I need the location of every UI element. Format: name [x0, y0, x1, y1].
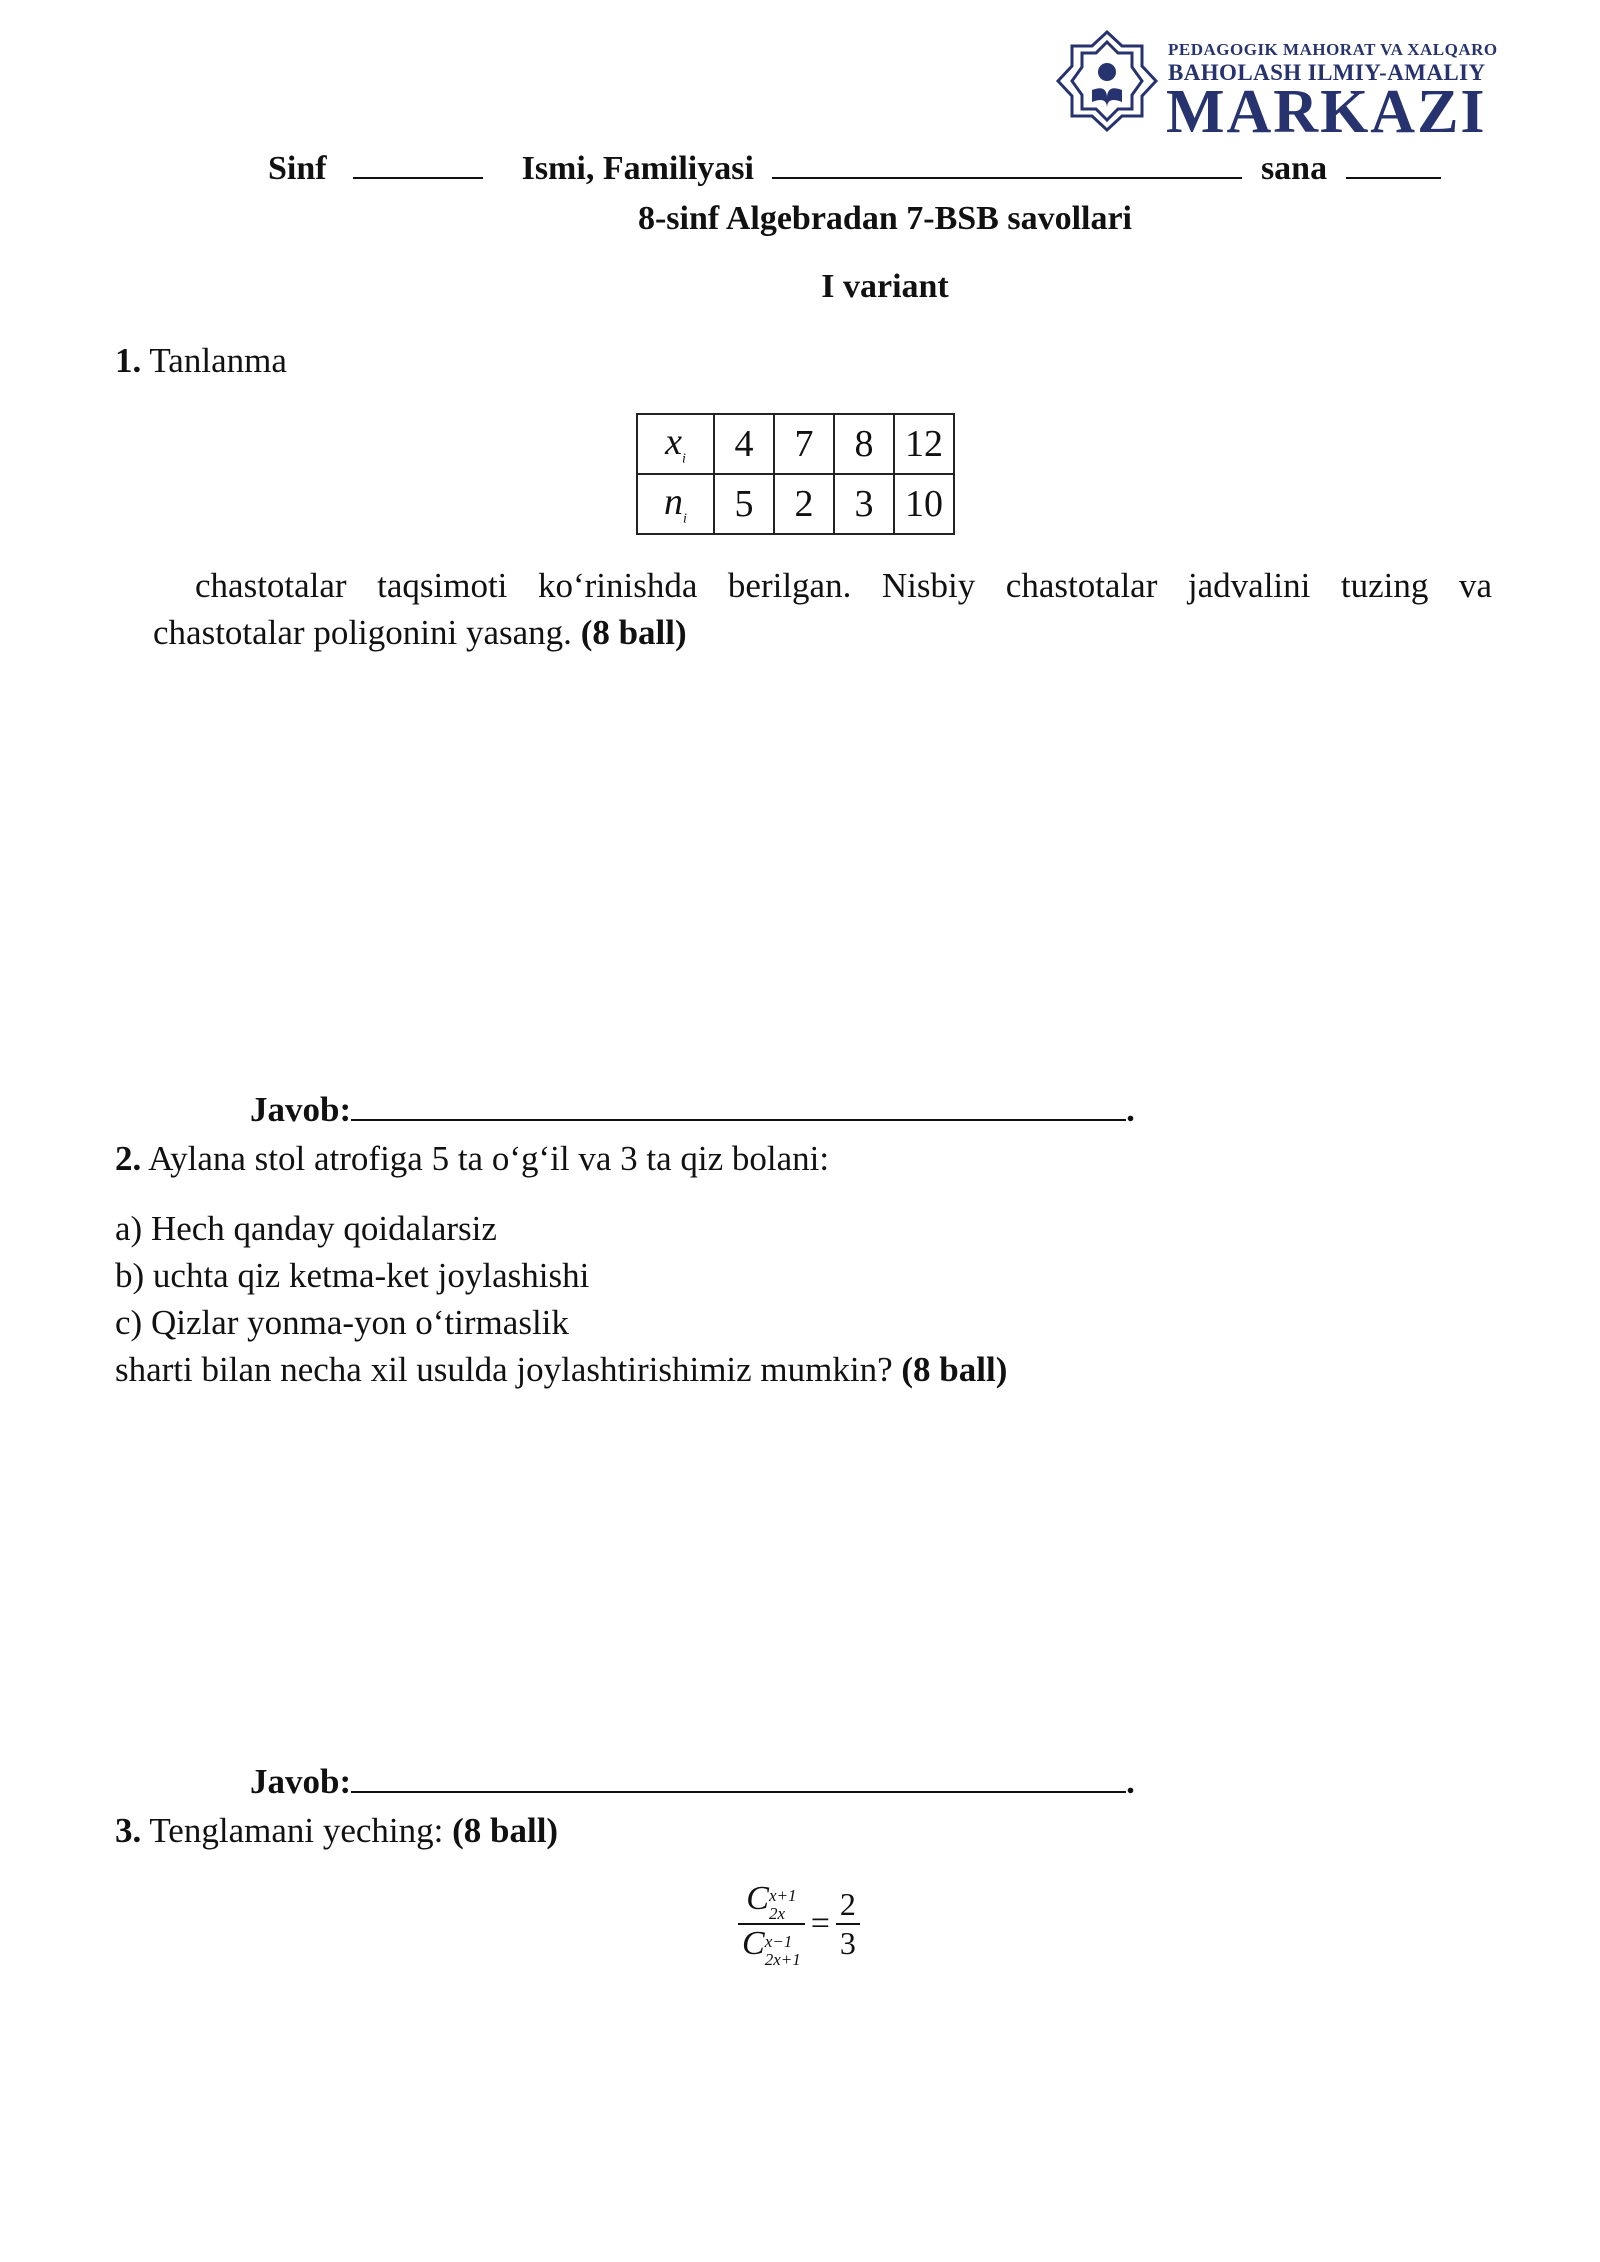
- lhs-fraction: [738, 1880, 805, 1969]
- emblem-icon: [1050, 28, 1165, 143]
- q2-answer: [250, 1762, 1135, 1802]
- n-subscript: i: [683, 511, 687, 527]
- c-symbol: C: [746, 1880, 769, 1917]
- q1-answer: [250, 1090, 1135, 1130]
- x-subscript: i: [681, 451, 686, 467]
- table-cell: 10: [894, 474, 954, 534]
- num-subscript: 2x: [768, 1904, 785, 1924]
- table-cell: 4: [714, 414, 774, 474]
- logo-line-3: MARKAZI: [1166, 78, 1487, 146]
- variant-title: I variant: [821, 268, 949, 305]
- q2-item-a: a) Hech qanday qoidalarsiz: [115, 1209, 497, 1248]
- table-cell: [637, 414, 714, 474]
- frequency-table: [636, 413, 955, 535]
- table-cell: 12: [894, 414, 954, 474]
- den-subscript: 2x+1: [764, 1949, 801, 1969]
- q1-intro: [115, 337, 287, 384]
- num-superscript: x+1: [768, 1886, 797, 1906]
- date-label: sana: [1260, 150, 1328, 187]
- name-blank[interactable]: [772, 176, 1242, 179]
- table-row: [637, 414, 954, 474]
- q2-closing-text: sharti bilan necha xil usulda joylashtirishimiz mumkin?: [115, 1350, 893, 1389]
- q1-text-line2: [153, 609, 687, 656]
- q3-intro-text: Tenglamani yeching:: [149, 1811, 444, 1850]
- q2-intro: [115, 1135, 829, 1182]
- sinf-label: Sinf: [268, 150, 327, 187]
- date-blank[interactable]: [1346, 176, 1441, 179]
- q2-number: 2.: [115, 1139, 142, 1178]
- c-symbol: C: [742, 1925, 765, 1963]
- table-cell: 7: [774, 414, 834, 474]
- answer-blank[interactable]: [351, 1790, 1126, 1793]
- table-cell: 8: [834, 414, 894, 474]
- q3-points: (8 ball): [452, 1811, 559, 1850]
- q2-points: (8 ball): [901, 1350, 1008, 1389]
- logo-line-2: BAHOLASH ILMIY-AMALIY: [1168, 60, 1486, 85]
- student-header: [268, 150, 1441, 188]
- institution-logo: [1050, 28, 1540, 148]
- rhs-numerator: 2: [836, 1886, 860, 1925]
- q3-number: 3.: [115, 1811, 142, 1850]
- q1-text-line1: chastotalar taqsimoti ko‘rinishda berilgan. Nisbiy chastotalar jadvalini tuzing va: [195, 566, 1492, 605]
- q2-item-b: b) uchta qiz ketma-ket joylashishi: [115, 1256, 590, 1295]
- page-title: 8-sinf Algebradan 7-BSB savollari: [637, 200, 1132, 237]
- rhs-fraction: [836, 1886, 860, 1962]
- answer-label: Javob:: [250, 1090, 352, 1129]
- table-cell: 2: [774, 474, 834, 534]
- logo-line-1: PEDAGOGIK MAHORAT VA XALQARO: [1168, 40, 1498, 59]
- q3-equation: [738, 1880, 860, 1969]
- lhs-numerator: [738, 1880, 805, 1925]
- table-cell: [637, 474, 714, 534]
- q2-intro-text: Aylana stol atrofiga 5 ta o‘g‘il va 3 ta qiz bolani:: [148, 1139, 830, 1178]
- den-superscript: x−1: [764, 1931, 793, 1951]
- name-label: Ismi, Familiyasi: [521, 150, 754, 187]
- q2-closing: [115, 1346, 1007, 1393]
- lhs-denominator: [738, 1925, 805, 1968]
- answer-end: .: [1126, 1090, 1135, 1129]
- q1-text-line2-body: chastotalar poligonini yasang.: [153, 613, 572, 652]
- sinf-blank[interactable]: [353, 176, 483, 179]
- q2-item-c: c) Qizlar yonma-yon o‘tirmaslik: [115, 1303, 569, 1342]
- answer-label: Javob:: [250, 1762, 352, 1801]
- n-label: n: [664, 481, 684, 524]
- table-cell: 5: [714, 474, 774, 534]
- answer-blank[interactable]: [351, 1118, 1126, 1121]
- table-cell: 3: [834, 474, 894, 534]
- x-label: x: [665, 421, 682, 464]
- rhs-denominator: 3: [839, 1925, 856, 1962]
- q1-points: (8 ball): [580, 613, 687, 652]
- equals-sign: =: [810, 1905, 830, 1943]
- q1-intro-text: Tanlanma: [149, 341, 287, 380]
- answer-end: .: [1126, 1762, 1135, 1801]
- table-row: [637, 474, 954, 534]
- q3-intro: [115, 1807, 558, 1854]
- q1-number: 1.: [115, 341, 142, 380]
